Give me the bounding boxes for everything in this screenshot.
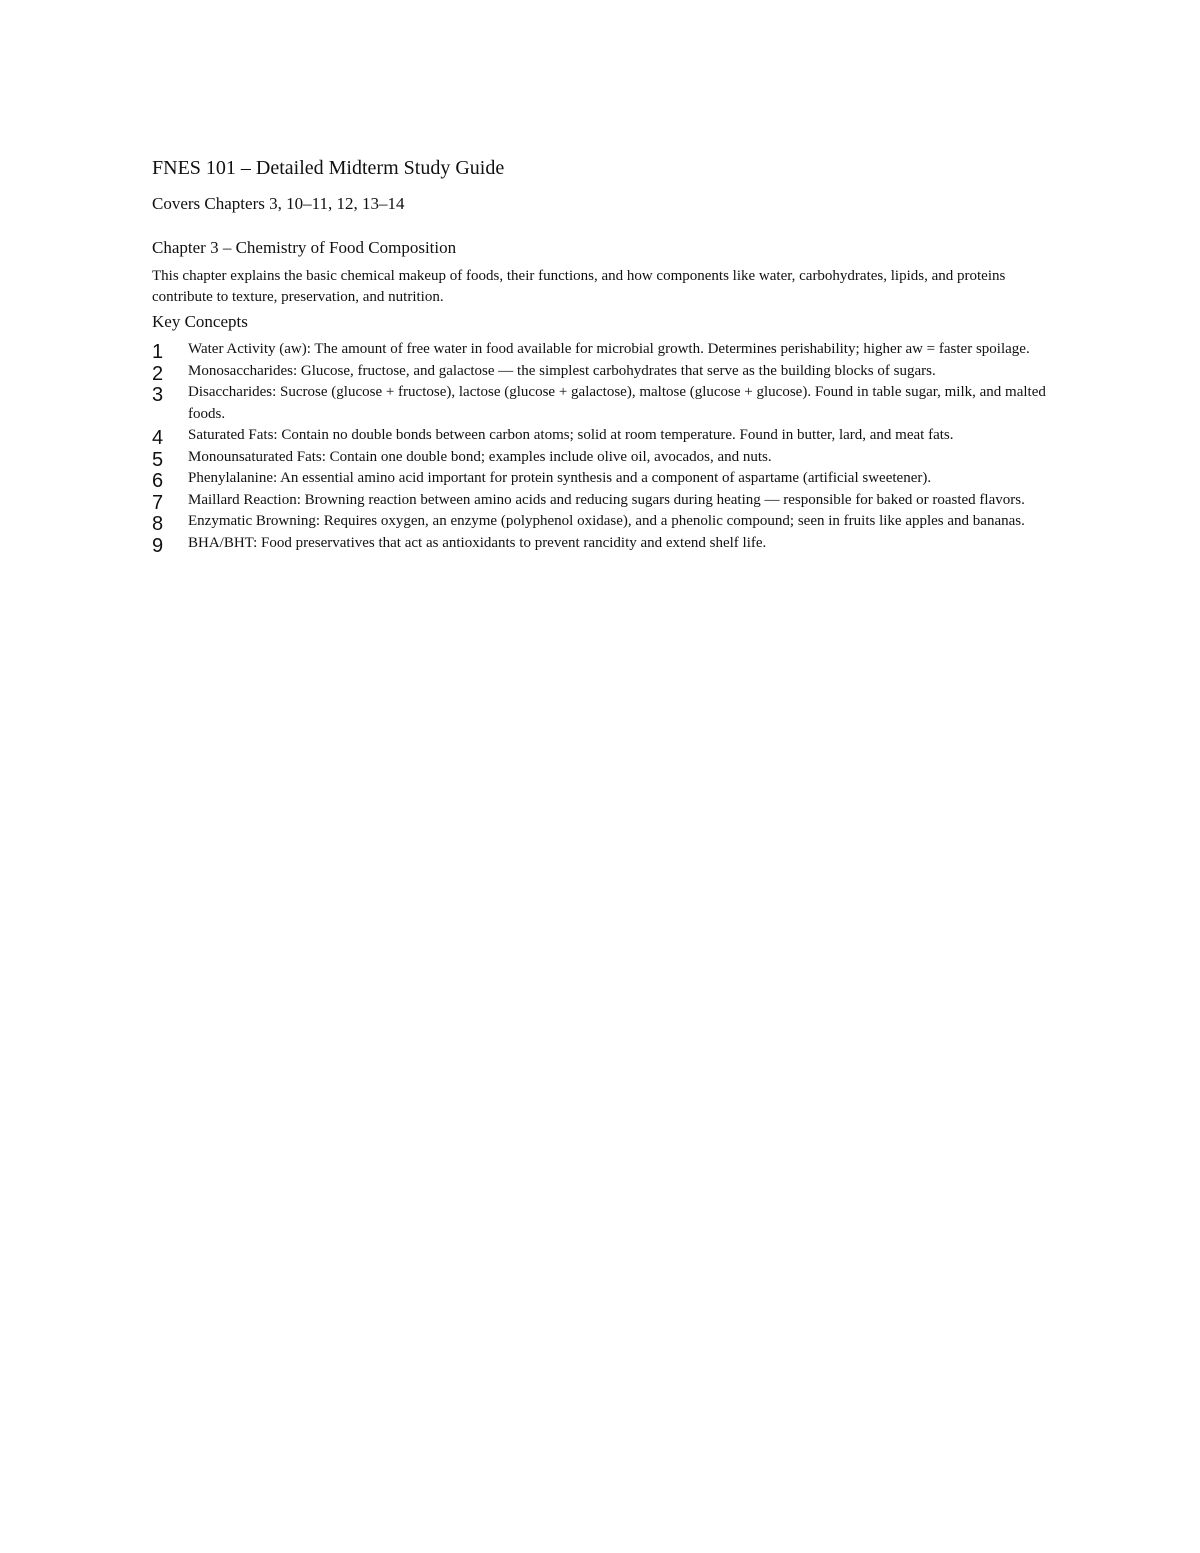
- concept-item: [152, 382, 1048, 425]
- chapter-heading: Chapter 3 – Chemistry of Food Composition: [152, 238, 457, 257]
- concept-item: [152, 339, 1048, 361]
- concept-item: [152, 511, 1048, 533]
- concept-number: 9: [152, 534, 164, 557]
- concept-number: 3: [152, 384, 164, 406]
- concept-text: BHA/BHT: Food preservatives that act as antioxidants to prevent rancidity and extend shelf life.: [188, 534, 767, 551]
- concept-number: 6: [152, 470, 164, 492]
- concept-text: Maillard Reaction: Browning reaction between amino acids and reducing sugars during heating — responsible for baked or roasted flavors.: [188, 491, 1025, 508]
- concept-text: Monosaccharides: Glucose, fructose, and galactose — the simplest carbohydrates that serve as the building blocks of sugars.: [188, 362, 936, 379]
- concept-item: [152, 468, 1048, 490]
- document-title: FNES 101 – Detailed Midterm Study Guide: [152, 157, 505, 179]
- concept-number: 7: [152, 491, 164, 514]
- key-concepts-list: [152, 339, 1052, 557]
- concept-item: [152, 533, 1048, 555]
- concept-item: [152, 361, 1048, 383]
- concept-number: 4: [152, 427, 164, 449]
- document-subtitle: Covers Chapters 3, 10–11, 12, 13–14: [152, 194, 405, 213]
- concept-text: Saturated Fats: Contain no double bonds between carbon atoms; solid at room temperature. Found in butter, lard, and meat fats.: [188, 427, 954, 443]
- concept-text: Enzymatic Browning: Requires oxygen, an enzyme (polyphenol oxidase), and a phenolic compound; seen in fruits like apples and bananas.: [188, 513, 1025, 529]
- concept-item: [152, 425, 1048, 447]
- document-page: [152, 154, 1052, 557]
- concept-text: Water Activity (aw): The amount of free water in food available for microbial growth. Determines perishability; higher aw = faster spoilage.: [188, 341, 1030, 357]
- concept-item: [152, 490, 1048, 512]
- concept-number: 2: [152, 362, 164, 385]
- concept-text: Disaccharides: Sucrose (glucose + fructose), lactose (glucose + galactose), maltose (glucose + glucose). Found in table sugar, milk, and malted foods.: [188, 384, 1046, 422]
- concept-number: 5: [152, 448, 164, 471]
- concept-item: [152, 447, 1048, 469]
- chapter-intro: This chapter explains the basic chemical makeup of foods, their functions, and how components like water, carbohydrates, lipids, and proteins contribute to texture, preservation, and nutrition.: [152, 268, 1006, 305]
- concept-text: Phenylalanine: An essential amino acid important for protein synthesis and a component of aspartame (artificial sweetener).: [188, 470, 932, 486]
- key-concepts-heading: Key Concepts: [152, 312, 248, 331]
- concept-number: 8: [152, 513, 164, 535]
- concept-number: 1: [152, 341, 164, 363]
- concept-text: Monounsaturated Fats: Contain one double bond; examples include olive oil, avocados, and nuts.: [188, 448, 772, 465]
